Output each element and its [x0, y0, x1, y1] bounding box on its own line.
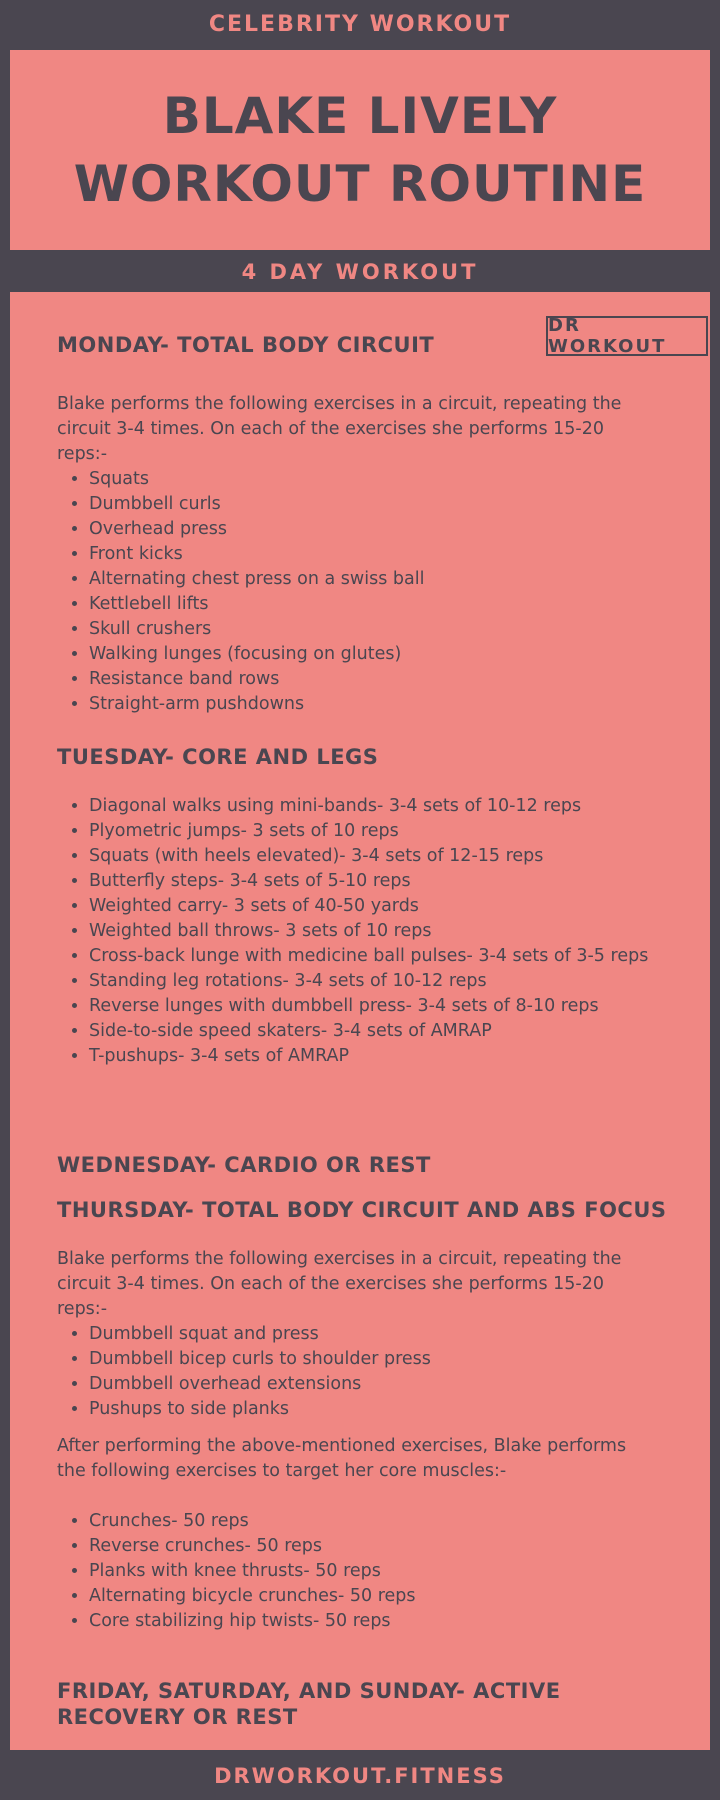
- footer-url: DRWORKOUT.FITNESS: [214, 1764, 506, 1788]
- thursday-intro-2: After performing the above-mentioned exercises, Blake performs the following exercises to target her core muscles:-: [57, 1436, 627, 1481]
- list-item: • Pushups to side planks: [89, 1397, 699, 1422]
- thursday-intro: Blake performs the following exercises in a circuit, repeating the circuit 3-4 times. On each of the exercises she performs 15-20 reps:-: [57, 1249, 622, 1319]
- list-item: • Alternating bicycle crunches- 50 reps: [89, 1584, 699, 1609]
- list-item: • Core stabilizing hip twists- 50 reps: [89, 1609, 699, 1634]
- list-item: • Dumbbell curls: [89, 492, 699, 517]
- thursday-core-list: [57, 1509, 699, 1634]
- list-item: • Dumbbell overhead extensions: [89, 1372, 699, 1397]
- list-item: • Plyometric jumps- 3 sets of 10 reps: [89, 819, 699, 844]
- list-item: • Resistance band rows: [89, 667, 699, 692]
- list-item: • Cross-back lunge with medicine ball pulses- 3-4 sets of 3-5 reps: [89, 944, 699, 969]
- list-item: • Dumbbell squat and press: [89, 1322, 699, 1347]
- list-item: • Planks with knee thrusts- 50 reps: [89, 1559, 699, 1584]
- list-item: • Side-to-side speed skaters- 3-4 sets of AMRAP: [89, 1019, 699, 1044]
- thursday-heading: THURSDAY- TOTAL BODY CIRCUIT AND ABS FOCUS: [57, 1198, 667, 1222]
- weekend-heading: FRIDAY, SATURDAY, AND SUNDAY- ACTIVE RECOVERY OR REST: [57, 1679, 561, 1729]
- list-item: • Kettlebell lifts: [89, 592, 699, 617]
- list-item: • Reverse crunches- 50 reps: [89, 1534, 699, 1559]
- list-item: • Straight-arm pushdowns: [89, 692, 699, 717]
- brand-badge: DR WORKOUT: [546, 316, 708, 356]
- tuesday-list: [57, 794, 699, 1069]
- monday-heading: MONDAY- TOTAL BODY CIRCUIT: [57, 333, 435, 357]
- subtitle-bar: 4 DAY WORKOUT: [241, 260, 479, 284]
- list-item: • Crunches- 50 reps: [89, 1509, 699, 1534]
- list-item: • Reverse lunges with dumbbell press- 3-4 sets of 8-10 reps: [89, 994, 699, 1019]
- list-item: • Standing leg rotations- 3-4 sets of 10-12 reps: [89, 969, 699, 994]
- monday-list: [57, 467, 699, 717]
- content-panel: [10, 292, 710, 1750]
- list-item: • Overhead press: [89, 517, 699, 542]
- list-item: • Weighted carry- 3 sets of 40-50 yards: [89, 894, 699, 919]
- list-item: • Front kicks: [89, 542, 699, 567]
- top-label: CELEBRITY WORKOUT: [208, 11, 512, 37]
- list-item: • Walking lunges (focusing on glutes): [89, 642, 699, 667]
- list-item: • Skull crushers: [89, 617, 699, 642]
- list-item: • Butterfly steps- 3-4 sets of 5-10 reps: [89, 869, 699, 894]
- list-item: • Alternating chest press on a swiss ball: [89, 567, 699, 592]
- wednesday-heading: WEDNESDAY- CARDIO OR REST: [57, 1153, 431, 1177]
- list-item: • Diagonal walks using mini-bands- 3-4 sets of 10-12 reps: [89, 794, 699, 819]
- tuesday-heading: TUESDAY- CORE AND LEGS: [57, 745, 379, 769]
- list-item: • Squats: [89, 467, 699, 492]
- title-box: [10, 50, 710, 250]
- monday-intro: Blake performs the following exercises in a circuit, repeating the circuit 3-4 times. On each of the exercises she performs 15-20 reps:-: [57, 394, 622, 464]
- list-item: • Squats (with heels elevated)- 3-4 sets of 12-15 reps: [89, 844, 699, 869]
- list-item: • Weighted ball throws- 3 sets of 10 reps: [89, 919, 699, 944]
- page-title-line-2: WORKOUT ROUTINE: [73, 155, 647, 213]
- thursday-list: [57, 1322, 699, 1422]
- list-item: • T-pushups- 3-4 sets of AMRAP: [89, 1044, 699, 1069]
- list-item: • Dumbbell bicep curls to shoulder press: [89, 1347, 699, 1372]
- page-title-line-1: BLAKE LIVELY: [162, 87, 558, 145]
